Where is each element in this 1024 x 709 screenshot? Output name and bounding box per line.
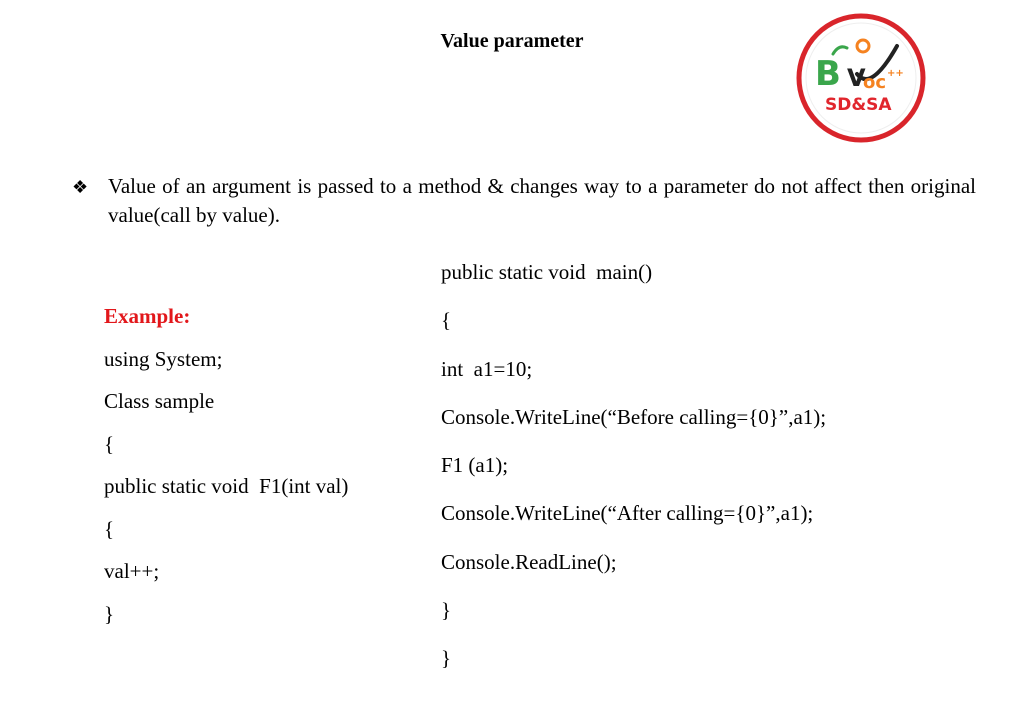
code-line: } xyxy=(441,598,452,623)
code-line: Console.WriteLine(“Before calling={0}”,a1); xyxy=(441,404,827,429)
code-line: Console.ReadLine(); xyxy=(441,549,617,574)
code-line: F1 (a1); xyxy=(441,453,509,478)
code-line: using System; xyxy=(104,346,223,371)
svg-text:oc: oc xyxy=(863,72,887,93)
code-line: { xyxy=(104,516,115,541)
svg-text:V: V xyxy=(847,64,866,92)
code-line: } xyxy=(441,646,452,671)
svg-text:++: ++ xyxy=(887,68,904,79)
page-title: Value parameter xyxy=(440,30,584,52)
bullet-text: Value of an argument is passed to a method & changes way to a parameter do not affect then original value(call by value). xyxy=(108,174,976,227)
code-line: Class sample xyxy=(104,389,215,413)
code-line: public static void F1(int val) xyxy=(104,474,349,498)
code-line: { xyxy=(104,431,115,456)
example-label: Example: xyxy=(104,304,191,328)
code-line: public static void main() xyxy=(441,260,653,284)
code-line: val++; xyxy=(104,559,160,583)
svg-text:B: B xyxy=(815,54,841,94)
code-line: Console.WriteLine(“After calling={0}”,a1); xyxy=(441,501,814,526)
svg-text:SD&SA: SD&SA xyxy=(825,95,892,115)
code-line: { xyxy=(441,308,452,333)
main-method-code-block xyxy=(441,256,826,691)
example-code-block xyxy=(104,300,348,640)
diamond-bullet-icon: ❖ xyxy=(72,177,89,197)
bvoc-sdsa-logo xyxy=(795,12,927,144)
code-line: int a1=10; xyxy=(441,356,533,381)
code-line: } xyxy=(104,601,115,626)
